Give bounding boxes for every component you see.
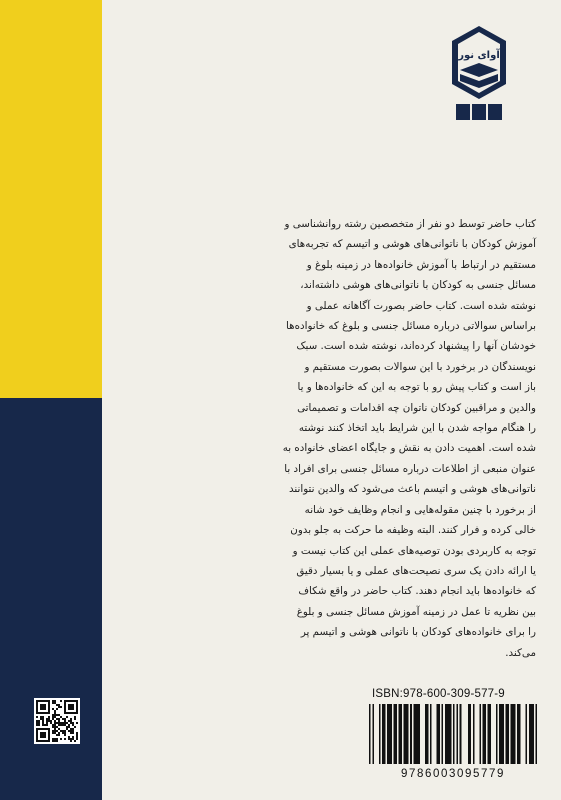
blurb-line: می‌کند. (505, 646, 536, 659)
blurb-line: آموزش کودکان با ناتوانی‌های هوشی و اتیسم که تجربه‌های (288, 238, 536, 251)
blurb-line: مسائل جنسی به کودکان با ناتوانی‌های هوشی داشته‌اند، (300, 279, 536, 292)
blurb-line: را برای خانواده‌های کودکان با ناتوانی هوشی و اتیسم پر (300, 626, 536, 639)
blurb-line: نوشته شده است. کتاب حاضر بصورت آگاهانه عملی و (306, 299, 536, 312)
blurb-line: از برخورد با چنین مقوله‌هایی و انجام وظایف خود شانه (304, 503, 536, 516)
blurb-line: براساس سوالاتی درباره مسائل جنسی و بلوغ که خانواده‌ها (286, 320, 536, 333)
blurb-line: والدین و مراقبین کودکان ناتوان چه اقدامات و تصمیماتی (297, 401, 536, 414)
barcode-number: 9786003095779 (401, 768, 505, 780)
blurb-line: یا ارائه دادن یک سری نصیحت‌های عملی و یا بسیار دقیق (296, 564, 536, 577)
isbn-label: ISBN:978-600-309-577-9 (372, 688, 505, 700)
back-cover-blurb (186, 214, 536, 663)
blurb-line: مستقیم در ارتباط با آموزش خانواده‌ها در زمینه بلوغ و (306, 258, 536, 271)
blurb-line: بین نظریه تا عمل در زمینه آموزش مسائل جنسی و بلوغ (296, 605, 536, 618)
blurb-line: را هنگام مواجه شدن با این شرایط باید اتخاذ کنند نوشته (298, 422, 536, 435)
publisher-logo (448, 22, 510, 122)
blurb-line: کتاب حاضر توسط دو نفر از متخصصین رشته روانشناسی و (284, 218, 536, 230)
blurb-line: توجه به کاربردی بودن توصیه‌های عملی این کتاب نیست و (292, 544, 536, 557)
barcode (369, 704, 537, 764)
blurb-line: نویسندگان در برخورد با این سوالات بصورت مستقیم و (304, 360, 536, 373)
qr-code-icon (34, 698, 80, 744)
yellow-spine-strip (0, 0, 102, 398)
blurb-line: شده است. اهمیت دادن به نقش و جایگاه اعضای خانواده به (282, 442, 536, 455)
blurb-line: خودشان آنها را پیشنهاد کرده‌اند، نوشته شده است. سبک (296, 340, 536, 353)
blurb-line: که خانواده‌ها باید انجام دهند. کتاب حاضر در واقع شکاف (298, 585, 536, 598)
blurb-line: باز است و کتاب پیش رو با توجه به این که خانواده‌ها و یا (297, 381, 536, 394)
blurb-line: ناتوانی‌های هوشی و اتیسم باعث می‌شود که والدین نتوانند (288, 483, 536, 496)
publisher-logo-text: آوای نور (458, 50, 500, 61)
blurb-line: عنوان منبعی از اطلاعات درباره مسائل جنسی برای افراد با (284, 462, 536, 475)
blurb-line: خالی کرده و فرار کنند. البته وظیفه ما حرکت به جلو بدون (290, 524, 536, 537)
